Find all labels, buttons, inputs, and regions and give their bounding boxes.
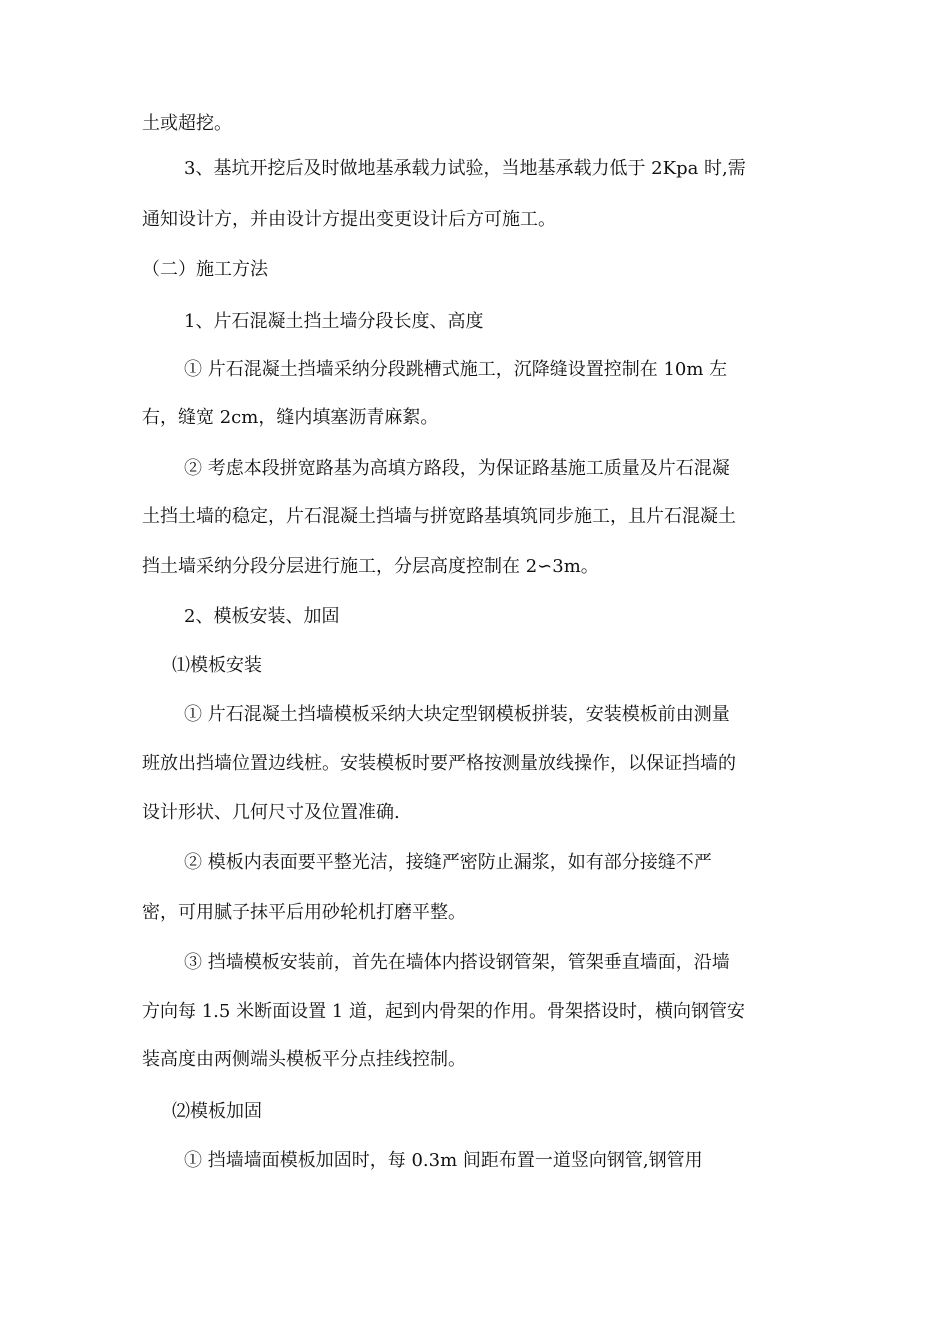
- text-line: ③ 挡墙模板安装前，首先在墙体内搭设钢管架，管架垂直墙面，沿墙: [184, 952, 730, 973]
- text-line: 班放出挡墙位置边线桩。安装模板时要严格按测量放线操作，以保证挡墙的: [142, 753, 736, 774]
- subsection-heading: 2、模板安装、加固: [184, 606, 340, 627]
- text-line: 土或超挖。: [142, 113, 232, 134]
- text-line: ② 模板内表面要平整光洁，接缝严密防止漏浆，如有部分接缝不严: [184, 852, 712, 873]
- text-line: ① 挡墙墙面模板加固时，每 0.3m 间距布置一道竖向钢管,钢管用: [184, 1150, 703, 1171]
- text-line: 方向每 1.5 米断面设置 1 道，起到内骨架的作用。骨架搭设时，横向钢管安: [142, 1001, 745, 1022]
- text-line: 装高度由两侧端头模板平分点挂线控制。: [142, 1049, 466, 1070]
- text-line: ① 片石混凝土挡墙模板采纳大块定型钢模板拼装，安装模板前由测量: [184, 704, 730, 725]
- text-line: 挡土墙采纳分段分层进行施工，分层高度控制在 2∽3m。: [142, 556, 599, 577]
- subsection-heading: ⑴模板安装: [172, 655, 262, 676]
- text-line: 设计形状、几何尺寸及位置准确.: [142, 802, 400, 823]
- text-line: 密，可用腻子抹平后用砂轮机打磨平整。: [142, 902, 466, 923]
- subsection-heading: 1、片石混凝土挡土墙分段长度、高度: [184, 311, 484, 332]
- text-line: 土挡土墙的稳定，片石混凝土挡墙与拼宽路基填筑同步施工，且片石混凝土: [142, 506, 736, 527]
- text-line: 3、基坑开挖后及时做地基承载力试验，当地基承载力低于 2Kpa 时,需: [184, 158, 746, 179]
- text-line: ② 考虑本段拼宽路基为高填方路段，为保证路基施工质量及片石混凝: [184, 458, 730, 479]
- text-line: 通知设计方，并由设计方提出变更设计后方可施工。: [142, 209, 556, 230]
- text-line: 右，缝宽 2cm，缝内填塞沥青麻絮。: [142, 407, 439, 428]
- section-heading: （二）施工方法: [142, 259, 268, 280]
- subsection-heading: ⑵模板加固: [172, 1101, 262, 1122]
- text-line: ① 片石混凝土挡墙采纳分段跳槽式施工，沉降缝设置控制在 10m 左: [184, 359, 728, 380]
